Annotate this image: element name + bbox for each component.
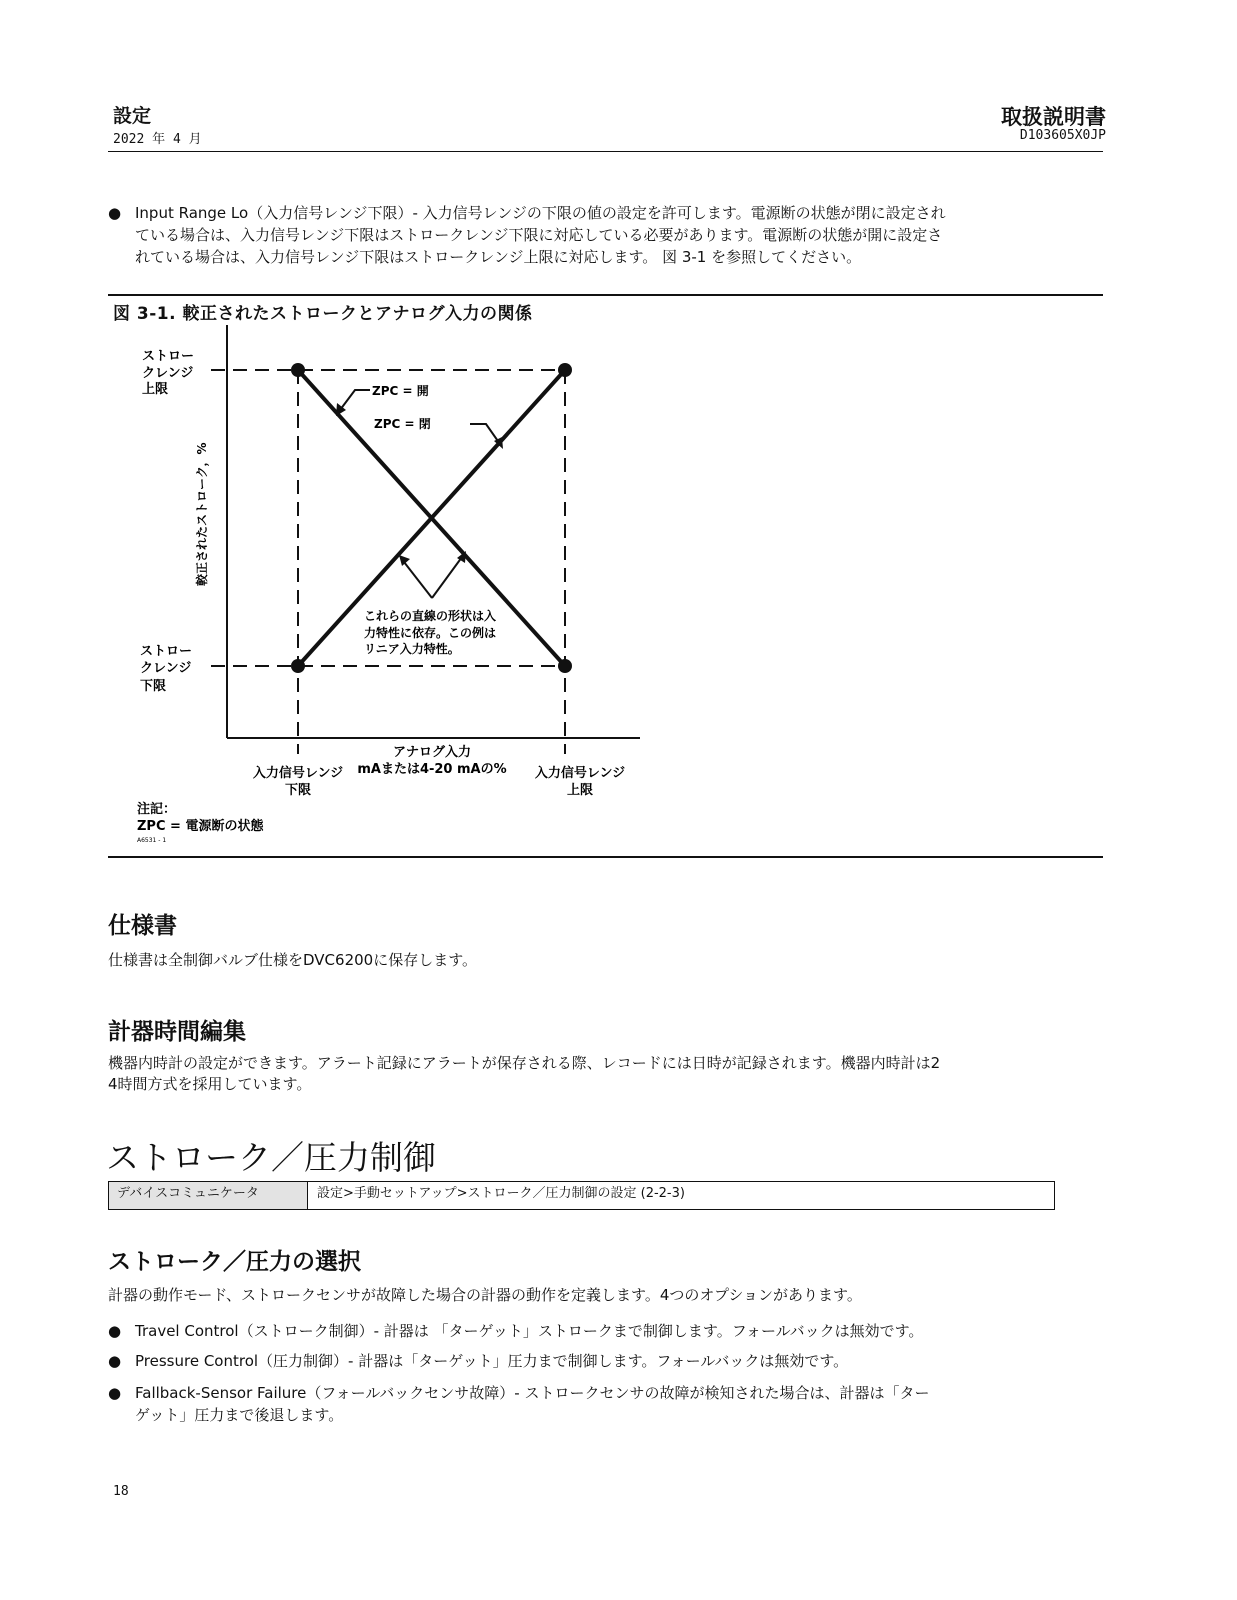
travel-lower-label-3: 下限 <box>140 679 167 694</box>
bullet-line: ている場合は、入力信号レンジ下限はストロークレンジ下限に対応している必要があります。電源断の状態が開に設定さ <box>135 226 943 244</box>
arrowhead-icon <box>399 555 410 566</box>
zpc-open-leader <box>340 390 370 410</box>
travel-lower-label-2: クレンジ <box>140 661 192 676</box>
shape-note-line-3: リニア入力特性。 <box>364 642 460 656</box>
figure-title: 図 3-1. 較正されたストロークとアナログ入力の関係 <box>113 304 533 324</box>
note-arrow-right <box>432 557 462 598</box>
figure-bottom-rule <box>108 856 1103 858</box>
spec-text: 仕様書は全制御バルブ仕様をDVC6200に保存します。 <box>108 951 477 969</box>
issue-date: 2022 年 4 月 <box>113 132 202 147</box>
travel-pressure-select-heading: ストローク／圧力の選択 <box>108 1249 361 1275</box>
travel-lower-label-1: ストロー <box>140 644 193 659</box>
zpc-open-label: ZPC = 開 <box>372 384 429 398</box>
page-number: 18 <box>113 1484 129 1499</box>
figure-id: A6531 - 1 <box>137 837 167 844</box>
bullet-icon: ● <box>108 204 122 222</box>
pressure-control-bullet <box>108 1350 1108 1372</box>
instrument-time-heading: 計器時間編集 <box>108 1019 246 1045</box>
bullet-line: Pressure Control（圧力制御）- 計器は「ターゲット」圧力まで制御します。フォールバックは無効です。 <box>135 1352 849 1370</box>
notes-heading: 注記： <box>137 802 177 817</box>
point-lower-right <box>558 659 572 673</box>
travel-upper-label-2: クレンジ <box>142 366 194 381</box>
shape-note-line-2: 力特性に依存。この例は <box>364 626 497 640</box>
point-lower-left <box>291 659 305 673</box>
zpc-closed-label: ZPC = 閉 <box>374 417 431 431</box>
bullet-line: Fallback-Sensor Failure（フォールバックセンサ故障）- ストロークセンサの故障が検知された場合は、計器は「ター <box>135 1384 930 1402</box>
device-communicator-label: デバイスコミュニケータ <box>109 1182 308 1209</box>
menu-path: 設定>手動セットアップ>ストローク／圧力制御の設定 (2-2-3) <box>317 1186 685 1201</box>
document-title: 取扱説明書 <box>1001 105 1106 129</box>
document-code: D103605X0JP <box>1019 128 1106 143</box>
bullet-icon: ● <box>108 1352 122 1370</box>
spec-heading: 仕様書 <box>108 913 177 939</box>
travel-upper-label-1: ストロー <box>142 349 195 364</box>
notes-text: ZPC = 電源断の状態 <box>137 819 264 834</box>
instrument-time-text <box>108 1053 1108 1095</box>
fallback-sensor-bullet <box>108 1382 1108 1426</box>
input-upper-label-1: 入力信号レンジ <box>534 766 626 781</box>
note-arrow-left <box>404 562 432 598</box>
point-upper-right <box>558 363 572 377</box>
select-intro: 計器の動作モード、ストロークセンサが故障した場合の計器の動作を定義します。4つのオプションがあります。 <box>108 1286 862 1304</box>
bullet-line: ゲット」圧力まで後退します。 <box>135 1406 344 1424</box>
input-lower-label-2: 下限 <box>284 783 312 798</box>
bullet-line: れている場合は、入力信号レンジ下限はストロークレンジ上限に対応します。 図 3-1 を参照してください。 <box>135 248 862 266</box>
input-lower-label-1: 入力信号レンジ <box>252 766 344 781</box>
travel-control-bullet <box>108 1320 1108 1342</box>
bullet-line: Travel Control（ストローク制御）- 計器は 「ターゲット」ストロークまで制御します。フォールバックは無効です。 <box>135 1322 924 1340</box>
x-axis-label-1: アナログ入力 <box>392 745 472 760</box>
point-upper-left <box>291 363 305 377</box>
x-axis-label-2: mAまたは4-20 mAの% <box>357 762 507 777</box>
menu-path-table <box>108 1181 1055 1210</box>
bullet-icon: ● <box>108 1322 122 1340</box>
input-upper-label-2: 上限 <box>566 783 594 798</box>
text-line: 4時間方式を採用しています。 <box>108 1075 312 1093</box>
y-axis-label: 較正されたストローク，% <box>195 442 209 586</box>
section-title: 設定 <box>113 105 152 127</box>
shape-note-line-1: これらの直線の形状は入 <box>364 609 497 623</box>
text-line: 機器内時計の設定ができます。アラート記録にアラートが保存される際、レコードには日時が記録されます。機器内時計は2 <box>108 1054 941 1072</box>
travel-upper-label-3: 上限 <box>142 382 169 397</box>
bullet-icon: ● <box>108 1384 122 1402</box>
travel-pressure-heading: ストローク／圧力制御 <box>106 1138 436 1177</box>
bullet-line: Input Range Lo（入力信号レンジ下限）- 入力信号レンジの下限の値の設定を許可します。電源断の状態が閉に設定され <box>135 204 946 222</box>
